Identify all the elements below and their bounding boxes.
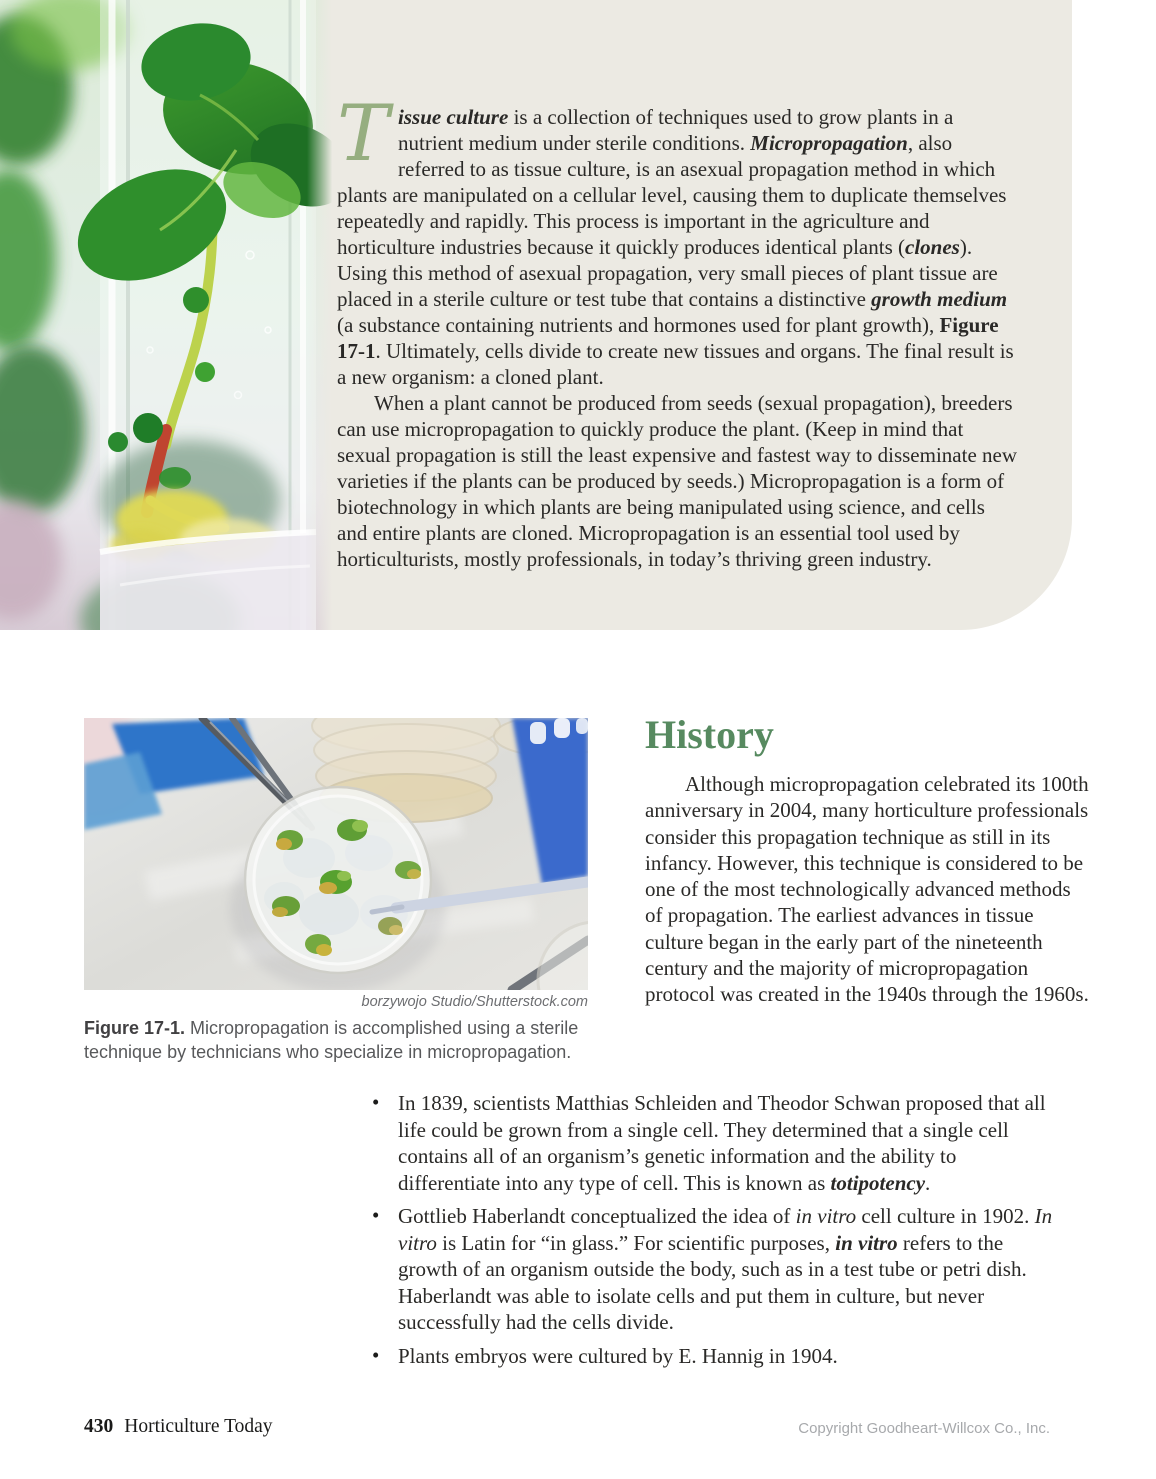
footer-copyright: Copyright Goodheart-Willcox Co., Inc. [798,1420,1050,1437]
page-number: 430 [84,1416,114,1437]
figure-17-1 [84,718,590,1064]
photo-edge-fade [307,0,335,630]
intro-paragraph-1-text: issue culture is a collection of techniques used to grow plants in a nutrient medium under sterile conditions. Micropropagation, also referred to as tissue culture, is an asexual propagation method in which plants are manipulated on a cellular level, causing them to duplicate themselves repeatedly and rapidly. This process is important in the agriculture and horticulture industries because it quickly produces identical plants (clones). Using this method of asexual propagation, very small pieces of plant tissue are placed in a sterile culture or test tube that contains a distinctive growth medium (a substance containing nutrients and hormones used for plant growth), Figure 17-1. Ultimately, cells divide to create new tissues and organs. The final result is a new organism: a cloned plant. [337,105,1014,389]
bullet-dot: • [372,1342,380,1367]
footer-left [84,1416,273,1438]
history-paragraph: Although micropropagation celebrated its 100th anniversary in 2004, many horticulture professionals consider this propagation technique as still in its infancy. However, this technique is considered to be one of the most technologically advanced methods of propagation. The earliest advances in tissue culture began in the early part of the nineteenth century and the majority of micropropagation protocol was created in the 1940s through the 1960s. [645,772,1089,1007]
bullet-item-hannig-text: Plants embryos were cultured by E. Hannig in 1904. [398,1343,838,1368]
bullet-item-hannig [372,1343,1054,1370]
figure-caption-text: Micropropagation is accomplished using a sterile technique by technicians who specialize in micropropagation. [84,1018,579,1062]
history-section [645,712,1093,1008]
figure-caption-label: Figure 17-1. [84,1018,186,1038]
intro-paragraph-2: When a plant cannot be produced from seeds (sexual propagation), breeders can use micropropagation to quickly produce the plant. (Keep in mind that sexual propagation is still the least expensive and fastest way to disseminate new varieties if the plants can be produced by seeds.) Micropropagation is a form of biotechnology in which plants are being manipulated using science, and cells and entire plants are cloned. Micropropagation is an essential tool used by horticulturists, mostly professionals, in today’s thriving green industry. [337,391,1017,571]
tissue-culture-photo [0,0,333,630]
figure-caption [84,1017,608,1064]
figure-17-1-photo [84,718,588,990]
intro-text-column [337,89,1017,572]
figure-photo-credit: borzywojo Studio/Shutterstock.com [361,994,588,1010]
bullet-dot: • [372,1090,380,1114]
bullet-dot: • [372,1203,380,1227]
dropcap-letter: T [337,89,390,179]
intro-paragraph-1 [337,89,1017,390]
history-heading: History [645,712,774,757]
book-title: Horticulture Today [124,1416,273,1437]
bullet-item-haberlandt [372,1203,1054,1336]
bullet-item-haberlandt-text: Gottlieb Haberlandt conceptualized the idea of in vitro cell culture in 1902. In vitro is Latin for “in glass.” For scientific purposes, in vitro refers to the growth of an organism outside the body, such as in a test tube or petri dish. Haberlandt was able to isolate cells and put them in culture, but never successfully had the cells divide. [398,1204,1053,1334]
tissue-culture-photo-art [0,0,333,630]
bullet-item-1839 [372,1090,1054,1196]
bullet-item-1839-text: In 1839, scientists Matthias Schleiden and Theodor Schwan proposed that all life could be grown from a single cell. They determined that a single cell contains all of an organism’s genetic information and the ability to differentiate into any type of cell. This is known as totipotency. [398,1091,1046,1195]
history-bullet-list [372,1090,1054,1376]
